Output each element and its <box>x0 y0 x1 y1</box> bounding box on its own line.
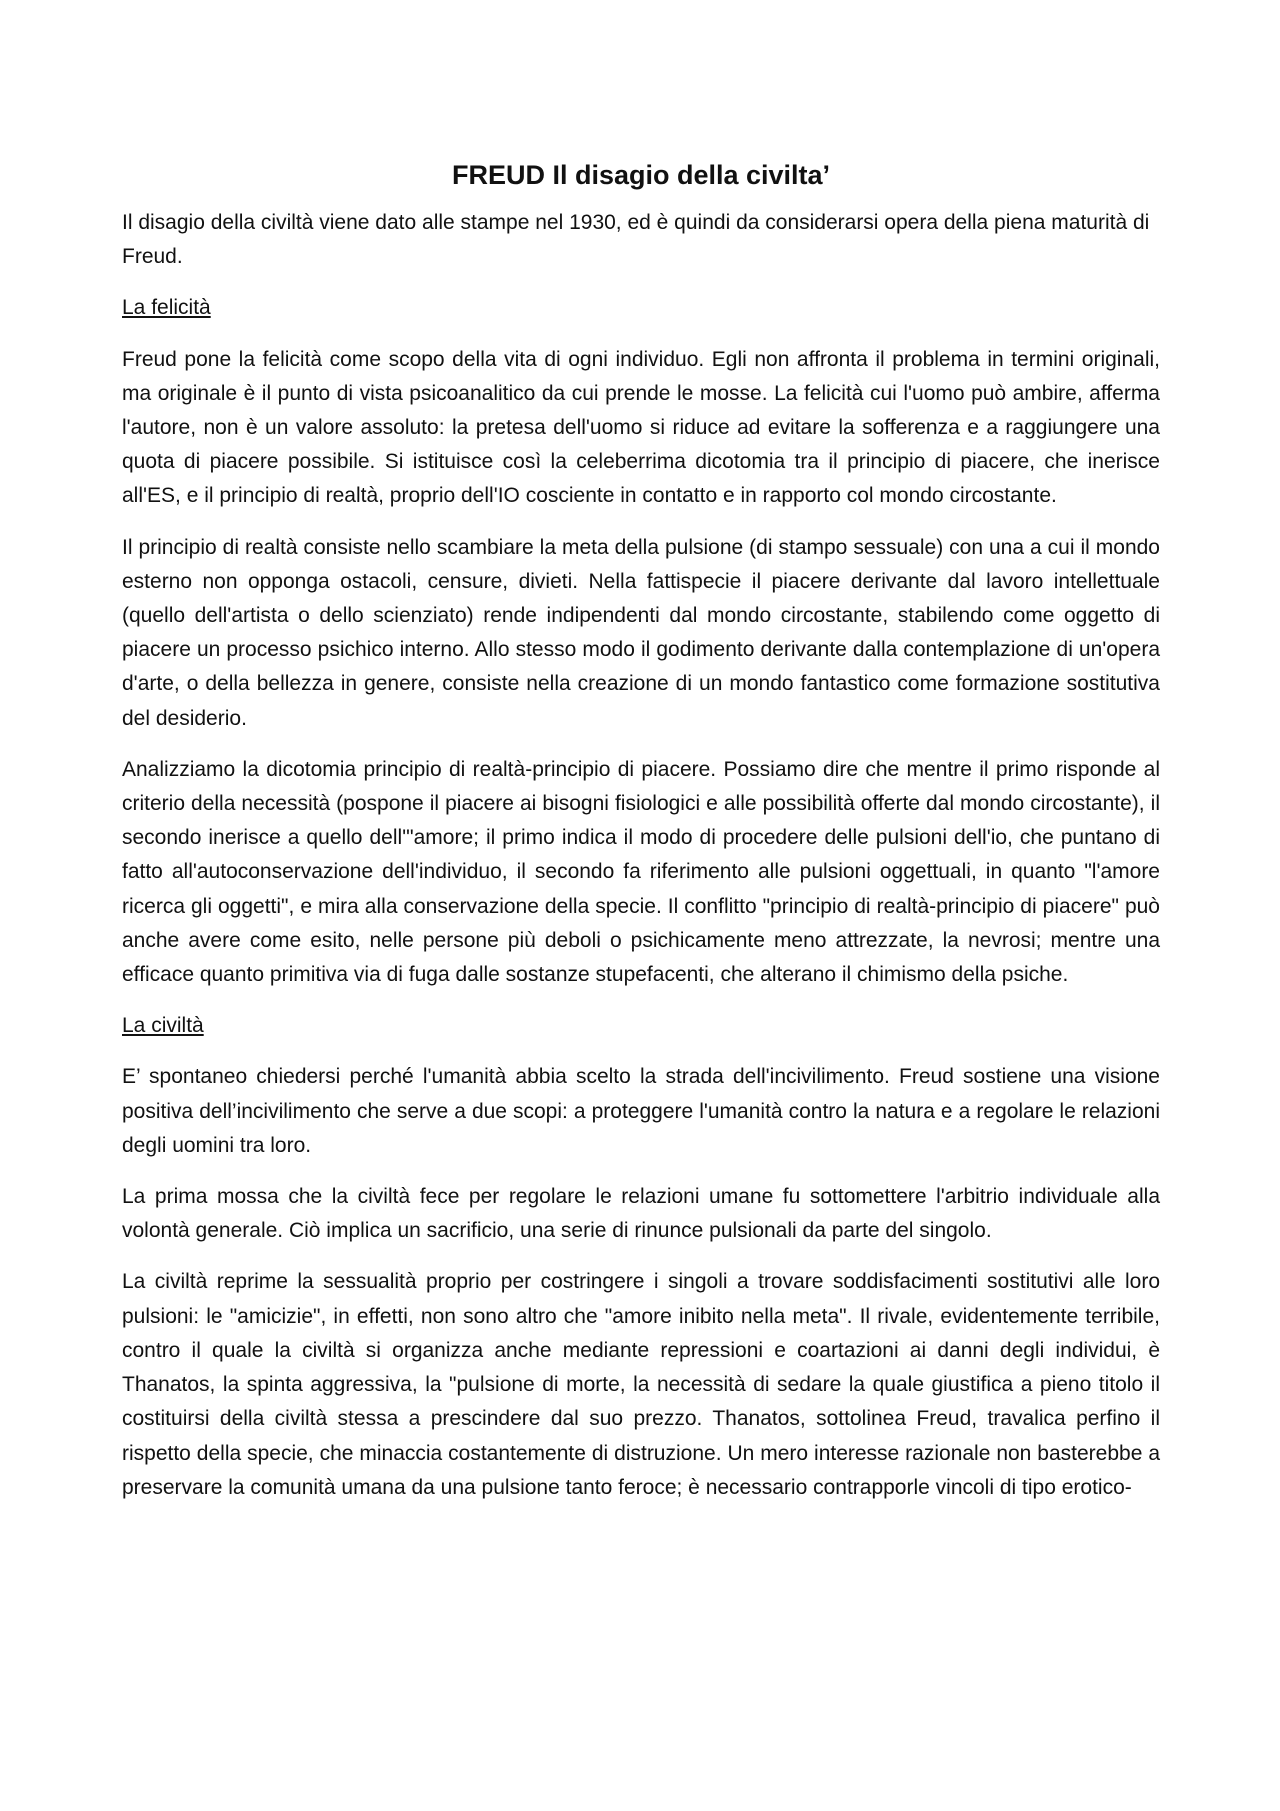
section-heading-civilta: La civiltà <box>122 1014 204 1038</box>
paragraph: Freud pone la felicità come scopo della vita di ogni individuo. Egli non affronta il problema in termini originali, ma originale è il punto di vista psicoanalitico da cui prende le mosse. La felicità cui l'uomo può ambire, afferma l'autore, non è un valore assoluto: la pretesa dell'uomo si riduce ad evitare la sofferenza e a raggiungere una quota di piacere possibile. Si istituisce così la celeberrima dicotomia tra il principio di piacere, che inerisce all'ES, e il principio di realtà, proprio dell'IO cosciente in contatto e in rapporto col mondo circostante. <box>122 347 1160 508</box>
paragraph: Analizziamo la dicotomia principio di realtà-principio di piacere. Possiamo dire che mentre il primo risponde al criterio della necessità (pospone il piacere ai bisogni fisiologici e alle possibilità offerte dal mondo circostante), il secondo inerisce a quello dell'"amore; il primo indica il modo di procedere delle pulsioni dell'io, che puntano di fatto all'autoconservazione dell'individuo, il secondo fa riferimento alle pulsioni oggettuali, in quanto "l'amore ricerca gli oggetti", e mira alla conservazione della specie. Il conflitto "principio di realtà-principio di piacere" può anche avere come esito, nelle persone più deboli o psichicamente meno attrezzate, la nevrosi; mentre una efficace quanto primitiva via di fuga dalle sostanze stupefacenti, che alterano il chimismo della psiche. <box>122 757 1160 987</box>
paragraph: Il principio di realtà consiste nello scambiare la meta della pulsione (di stampo sessuale) con una a cui il mondo esterno non opponga ostacoli, censure, divieti. Nella fattispecie il piacere derivante dal lavoro intellettuale (quello dell'artista o dello scienziato) rende indipendenti dal mondo circostante, stabilendo come oggetto di piacere un processo psichico interno. Allo stesso modo il godimento derivante dalla contemplazione di un'opera d'arte, o della bellezza in genere, consiste nella creazione di un mondo fantastico come formazione sostitutiva del desiderio. <box>122 535 1160 730</box>
intro-paragraph: Il disagio della civiltà viene dato alle stampe nel 1930, ed è quindi da considerarsi opera della piena maturità di Freud. <box>122 211 1150 269</box>
document-title: FREUD Il disagio della civilta’ <box>451 160 831 190</box>
paragraph: La civiltà reprime la sessualità proprio per costringere i singoli a trovare soddisfacimenti sostitutivi alle loro pulsioni: le "amicizie", in effetti, non sono altro che "amore inibito nella meta". Il rivale, evidentemente terribile, contro il quale la civiltà si organizza anche mediante repressioni e coartazioni ai danni degli individui, è Thanatos, la spinta aggressiva, la "pulsione di morte, la necessità di sedare la quale giustifica a pieno titolo il costituirsi della civiltà stessa a prescindere dal suo prezzo. Thanatos, sottolinea Freud, travalica perfino il rispetto della specie, che minaccia costantemente di distruzione. Un mero interesse razionale non basterebbe a preservare la comunità umana da una pulsione tanto feroce; è necessario contrapporle vincoli di tipo erotico- <box>122 1270 1160 1499</box>
section-heading-felicita: La felicità <box>122 296 211 320</box>
paragraph: La prima mossa che la civiltà fece per regolare le relazioni umane fu sottomettere l'arbitrio individuale alla volontà generale. Ciò implica un sacrificio, una serie di rinunce pulsionali da parte del singolo. <box>122 1185 1160 1243</box>
document-page <box>122 158 1160 1522</box>
paragraph: E’ spontaneo chiedersi perché l'umanità abbia scelto la strada dell'incivilimento. Freud sostiene una visione positiva dell’incivilimento che serve a due scopi: a proteggere l'umanità contro la natura e a regolare le relazioni degli uomini tra loro. <box>122 1065 1160 1157</box>
